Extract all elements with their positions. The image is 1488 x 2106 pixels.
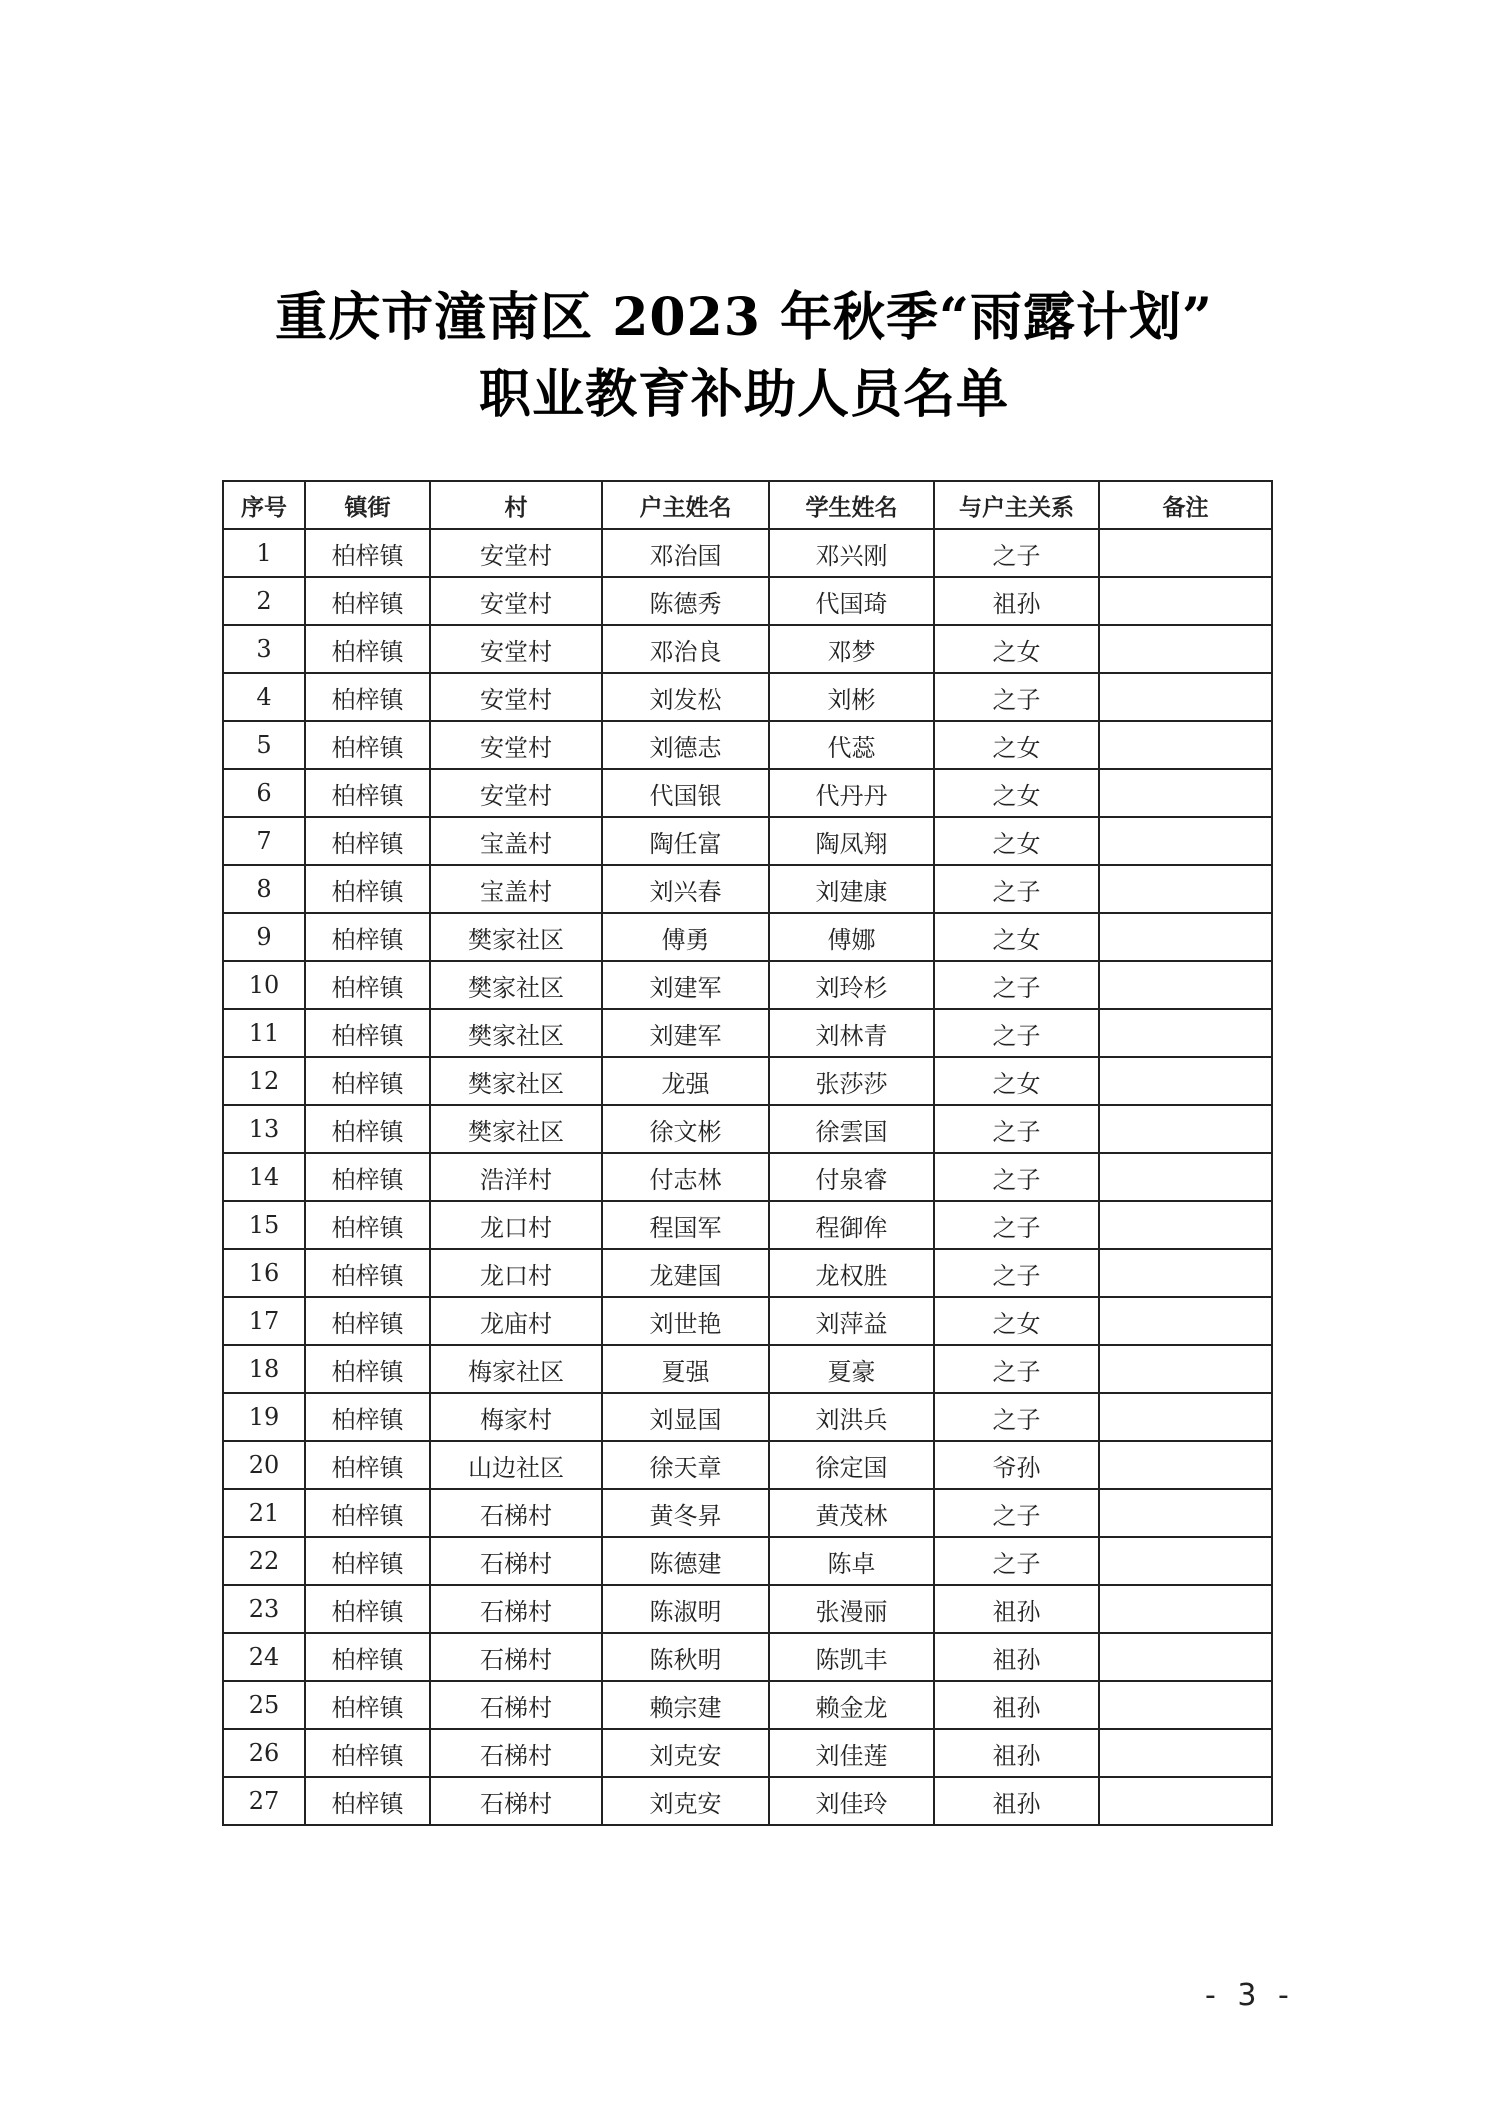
remark-cell bbox=[1099, 817, 1272, 865]
page-number: - 3 - bbox=[1205, 1978, 1295, 2013]
student-name-cell: 邓梦 bbox=[769, 625, 934, 673]
remark-cell bbox=[1099, 1585, 1272, 1633]
column-header: 与户主关系 bbox=[934, 481, 1099, 529]
remark-cell bbox=[1099, 1489, 1272, 1537]
village-cell: 安堂村 bbox=[430, 577, 602, 625]
table-row bbox=[223, 721, 1272, 769]
village-cell: 樊家社区 bbox=[430, 1009, 602, 1057]
village-cell: 石梯村 bbox=[430, 1681, 602, 1729]
remark-cell bbox=[1099, 1777, 1272, 1825]
relation-cell: 之子 bbox=[934, 1249, 1099, 1297]
town-cell: 柏梓镇 bbox=[305, 1489, 430, 1537]
village-cell: 石梯村 bbox=[430, 1633, 602, 1681]
document-title-line1: 重庆市潼南区 2023 年秋季“雨露计划” bbox=[275, 287, 1213, 348]
row-number: 27 bbox=[223, 1777, 305, 1825]
relation-cell: 之女 bbox=[934, 721, 1099, 769]
town-cell: 柏梓镇 bbox=[305, 577, 430, 625]
row-number: 19 bbox=[223, 1393, 305, 1441]
student-name-cell: 陈卓 bbox=[769, 1537, 934, 1585]
village-cell: 龙口村 bbox=[430, 1201, 602, 1249]
village-cell: 石梯村 bbox=[430, 1537, 602, 1585]
relation-cell: 之女 bbox=[934, 625, 1099, 673]
table-row bbox=[223, 1009, 1272, 1057]
town-cell: 柏梓镇 bbox=[305, 1105, 430, 1153]
table-row bbox=[223, 1441, 1272, 1489]
relation-cell: 之子 bbox=[934, 529, 1099, 577]
remark-cell bbox=[1099, 1345, 1272, 1393]
relation-cell: 祖孙 bbox=[934, 1777, 1099, 1825]
relation-cell: 之子 bbox=[934, 1489, 1099, 1537]
village-cell: 宝盖村 bbox=[430, 865, 602, 913]
student-name-cell: 徐定国 bbox=[769, 1441, 934, 1489]
row-number: 7 bbox=[223, 817, 305, 865]
column-header: 序号 bbox=[223, 481, 305, 529]
student-name-cell: 夏豪 bbox=[769, 1345, 934, 1393]
student-name-cell: 代蕊 bbox=[769, 721, 934, 769]
student-name-cell: 代丹丹 bbox=[769, 769, 934, 817]
row-number: 16 bbox=[223, 1249, 305, 1297]
relation-cell: 之子 bbox=[934, 1009, 1099, 1057]
relation-cell: 之子 bbox=[934, 1537, 1099, 1585]
town-cell: 柏梓镇 bbox=[305, 961, 430, 1009]
remark-cell bbox=[1099, 673, 1272, 721]
village-cell: 樊家社区 bbox=[430, 1057, 602, 1105]
table-row bbox=[223, 1729, 1272, 1777]
student-name-cell: 赖金龙 bbox=[769, 1681, 934, 1729]
student-name-cell: 张漫丽 bbox=[769, 1585, 934, 1633]
table-row bbox=[223, 1057, 1272, 1105]
remark-cell bbox=[1099, 1105, 1272, 1153]
row-number: 9 bbox=[223, 913, 305, 961]
village-cell: 梅家社区 bbox=[430, 1345, 602, 1393]
relation-cell: 祖孙 bbox=[934, 1681, 1099, 1729]
remark-cell bbox=[1099, 1297, 1272, 1345]
village-cell: 安堂村 bbox=[430, 721, 602, 769]
remark-cell bbox=[1099, 577, 1272, 625]
householder-name-cell: 黄冬昇 bbox=[602, 1489, 769, 1537]
row-number: 20 bbox=[223, 1441, 305, 1489]
row-number: 25 bbox=[223, 1681, 305, 1729]
village-cell: 石梯村 bbox=[430, 1777, 602, 1825]
householder-name-cell: 刘世艳 bbox=[602, 1297, 769, 1345]
town-cell: 柏梓镇 bbox=[305, 1777, 430, 1825]
row-number: 6 bbox=[223, 769, 305, 817]
row-number: 18 bbox=[223, 1345, 305, 1393]
householder-name-cell: 陈德秀 bbox=[602, 577, 769, 625]
remark-cell bbox=[1099, 1393, 1272, 1441]
town-cell: 柏梓镇 bbox=[305, 1201, 430, 1249]
town-cell: 柏梓镇 bbox=[305, 1393, 430, 1441]
row-number: 23 bbox=[223, 1585, 305, 1633]
table-row bbox=[223, 1585, 1272, 1633]
row-number: 22 bbox=[223, 1537, 305, 1585]
column-header: 户主姓名 bbox=[602, 481, 769, 529]
village-cell: 石梯村 bbox=[430, 1489, 602, 1537]
table-row bbox=[223, 1681, 1272, 1729]
remark-cell bbox=[1099, 961, 1272, 1009]
householder-name-cell: 陈德建 bbox=[602, 1537, 769, 1585]
householder-name-cell: 龙强 bbox=[602, 1057, 769, 1105]
householder-name-cell: 刘建军 bbox=[602, 961, 769, 1009]
row-number: 21 bbox=[223, 1489, 305, 1537]
column-header: 镇街 bbox=[305, 481, 430, 529]
table-header-row bbox=[223, 481, 1272, 529]
row-number: 1 bbox=[223, 529, 305, 577]
householder-name-cell: 刘兴春 bbox=[602, 865, 769, 913]
householder-name-cell: 刘克安 bbox=[602, 1777, 769, 1825]
remark-cell bbox=[1099, 1681, 1272, 1729]
town-cell: 柏梓镇 bbox=[305, 817, 430, 865]
student-name-cell: 程御侔 bbox=[769, 1201, 934, 1249]
row-number: 5 bbox=[223, 721, 305, 769]
village-cell: 樊家社区 bbox=[430, 1105, 602, 1153]
householder-name-cell: 陈淑明 bbox=[602, 1585, 769, 1633]
town-cell: 柏梓镇 bbox=[305, 721, 430, 769]
relation-cell: 之女 bbox=[934, 817, 1099, 865]
town-cell: 柏梓镇 bbox=[305, 1681, 430, 1729]
table-body bbox=[223, 529, 1272, 1825]
town-cell: 柏梓镇 bbox=[305, 1537, 430, 1585]
village-cell: 石梯村 bbox=[430, 1585, 602, 1633]
householder-name-cell: 邓治良 bbox=[602, 625, 769, 673]
relation-cell: 祖孙 bbox=[934, 1729, 1099, 1777]
student-name-cell: 代国琦 bbox=[769, 577, 934, 625]
relation-cell: 祖孙 bbox=[934, 1633, 1099, 1681]
relation-cell: 祖孙 bbox=[934, 1585, 1099, 1633]
town-cell: 柏梓镇 bbox=[305, 913, 430, 961]
remark-cell bbox=[1099, 1633, 1272, 1681]
householder-name-cell: 傅勇 bbox=[602, 913, 769, 961]
remark-cell bbox=[1099, 769, 1272, 817]
relation-cell: 之女 bbox=[934, 1057, 1099, 1105]
town-cell: 柏梓镇 bbox=[305, 673, 430, 721]
column-header: 备注 bbox=[1099, 481, 1272, 529]
town-cell: 柏梓镇 bbox=[305, 1585, 430, 1633]
householder-name-cell: 程国军 bbox=[602, 1201, 769, 1249]
relation-cell: 之女 bbox=[934, 913, 1099, 961]
column-header: 村 bbox=[430, 481, 602, 529]
row-number: 15 bbox=[223, 1201, 305, 1249]
remark-cell bbox=[1099, 1537, 1272, 1585]
recipient-table bbox=[222, 480, 1273, 1826]
row-number: 12 bbox=[223, 1057, 305, 1105]
relation-cell: 祖孙 bbox=[934, 577, 1099, 625]
row-number: 13 bbox=[223, 1105, 305, 1153]
village-cell: 浩洋村 bbox=[430, 1153, 602, 1201]
householder-name-cell: 徐天章 bbox=[602, 1441, 769, 1489]
remark-cell bbox=[1099, 865, 1272, 913]
student-name-cell: 付泉睿 bbox=[769, 1153, 934, 1201]
table-row bbox=[223, 1153, 1272, 1201]
householder-name-cell: 刘发松 bbox=[602, 673, 769, 721]
table-row bbox=[223, 1489, 1272, 1537]
householder-name-cell: 赖宗建 bbox=[602, 1681, 769, 1729]
table-row bbox=[223, 1105, 1272, 1153]
table-row bbox=[223, 1537, 1272, 1585]
relation-cell: 之子 bbox=[934, 1201, 1099, 1249]
student-name-cell: 徐雲国 bbox=[769, 1105, 934, 1153]
town-cell: 柏梓镇 bbox=[305, 1345, 430, 1393]
town-cell: 柏梓镇 bbox=[305, 769, 430, 817]
table-row bbox=[223, 529, 1272, 577]
student-name-cell: 黄茂林 bbox=[769, 1489, 934, 1537]
relation-cell: 之子 bbox=[934, 961, 1099, 1009]
table-row bbox=[223, 913, 1272, 961]
relation-cell: 之子 bbox=[934, 673, 1099, 721]
village-cell: 安堂村 bbox=[430, 673, 602, 721]
student-name-cell: 刘洪兵 bbox=[769, 1393, 934, 1441]
row-number: 3 bbox=[223, 625, 305, 673]
student-name-cell: 刘佳莲 bbox=[769, 1729, 934, 1777]
remark-cell bbox=[1099, 1057, 1272, 1105]
householder-name-cell: 徐文彬 bbox=[602, 1105, 769, 1153]
student-name-cell: 傅娜 bbox=[769, 913, 934, 961]
relation-cell: 之子 bbox=[934, 1105, 1099, 1153]
table-row bbox=[223, 1393, 1272, 1441]
table-row bbox=[223, 1345, 1272, 1393]
row-number: 14 bbox=[223, 1153, 305, 1201]
village-cell: 安堂村 bbox=[430, 625, 602, 673]
table-row bbox=[223, 817, 1272, 865]
relation-cell: 之女 bbox=[934, 1297, 1099, 1345]
village-cell: 宝盖村 bbox=[430, 817, 602, 865]
student-name-cell: 张莎莎 bbox=[769, 1057, 934, 1105]
relation-cell: 之子 bbox=[934, 1393, 1099, 1441]
table-row bbox=[223, 673, 1272, 721]
remark-cell bbox=[1099, 913, 1272, 961]
table-row bbox=[223, 769, 1272, 817]
village-cell: 樊家社区 bbox=[430, 913, 602, 961]
student-name-cell: 刘林青 bbox=[769, 1009, 934, 1057]
village-cell: 石梯村 bbox=[430, 1729, 602, 1777]
row-number: 8 bbox=[223, 865, 305, 913]
row-number: 2 bbox=[223, 577, 305, 625]
town-cell: 柏梓镇 bbox=[305, 1633, 430, 1681]
town-cell: 柏梓镇 bbox=[305, 865, 430, 913]
town-cell: 柏梓镇 bbox=[305, 1297, 430, 1345]
remark-cell bbox=[1099, 1729, 1272, 1777]
remark-cell bbox=[1099, 625, 1272, 673]
table-row bbox=[223, 625, 1272, 673]
table-row bbox=[223, 1777, 1272, 1825]
remark-cell bbox=[1099, 1153, 1272, 1201]
row-number: 24 bbox=[223, 1633, 305, 1681]
student-name-cell: 刘佳玲 bbox=[769, 1777, 934, 1825]
student-name-cell: 邓兴刚 bbox=[769, 529, 934, 577]
remark-cell bbox=[1099, 1249, 1272, 1297]
table-row bbox=[223, 577, 1272, 625]
householder-name-cell: 付志林 bbox=[602, 1153, 769, 1201]
student-name-cell: 龙权胜 bbox=[769, 1249, 934, 1297]
remark-cell bbox=[1099, 1441, 1272, 1489]
table-row bbox=[223, 1297, 1272, 1345]
student-name-cell: 刘萍益 bbox=[769, 1297, 934, 1345]
table-row bbox=[223, 961, 1272, 1009]
householder-name-cell: 邓治国 bbox=[602, 529, 769, 577]
town-cell: 柏梓镇 bbox=[305, 529, 430, 577]
householder-name-cell: 龙建国 bbox=[602, 1249, 769, 1297]
row-number: 17 bbox=[223, 1297, 305, 1345]
village-cell: 龙庙村 bbox=[430, 1297, 602, 1345]
relation-cell: 之女 bbox=[934, 769, 1099, 817]
student-name-cell: 陶凤翔 bbox=[769, 817, 934, 865]
householder-name-cell: 陈秋明 bbox=[602, 1633, 769, 1681]
column-header: 学生姓名 bbox=[769, 481, 934, 529]
student-name-cell: 陈凯丰 bbox=[769, 1633, 934, 1681]
row-number: 26 bbox=[223, 1729, 305, 1777]
village-cell: 樊家社区 bbox=[430, 961, 602, 1009]
town-cell: 柏梓镇 bbox=[305, 1153, 430, 1201]
row-number: 4 bbox=[223, 673, 305, 721]
relation-cell: 之子 bbox=[934, 865, 1099, 913]
householder-name-cell: 刘德志 bbox=[602, 721, 769, 769]
student-name-cell: 刘彬 bbox=[769, 673, 934, 721]
row-number: 10 bbox=[223, 961, 305, 1009]
householder-name-cell: 夏强 bbox=[602, 1345, 769, 1393]
town-cell: 柏梓镇 bbox=[305, 1441, 430, 1489]
relation-cell: 之子 bbox=[934, 1345, 1099, 1393]
village-cell: 龙口村 bbox=[430, 1249, 602, 1297]
town-cell: 柏梓镇 bbox=[305, 1009, 430, 1057]
document-title-line2: 职业教育补助人员名单 bbox=[478, 364, 1009, 425]
town-cell: 柏梓镇 bbox=[305, 1729, 430, 1777]
town-cell: 柏梓镇 bbox=[305, 1057, 430, 1105]
student-name-cell: 刘建康 bbox=[769, 865, 934, 913]
town-cell: 柏梓镇 bbox=[305, 1249, 430, 1297]
householder-name-cell: 刘克安 bbox=[602, 1729, 769, 1777]
remark-cell bbox=[1099, 1201, 1272, 1249]
remark-cell bbox=[1099, 1009, 1272, 1057]
table-row bbox=[223, 1201, 1272, 1249]
householder-name-cell: 刘建军 bbox=[602, 1009, 769, 1057]
table-row bbox=[223, 1633, 1272, 1681]
householder-name-cell: 陶任富 bbox=[602, 817, 769, 865]
table-row bbox=[223, 865, 1272, 913]
village-cell: 安堂村 bbox=[430, 769, 602, 817]
relation-cell: 之子 bbox=[934, 1153, 1099, 1201]
village-cell: 山边社区 bbox=[430, 1441, 602, 1489]
village-cell: 梅家村 bbox=[430, 1393, 602, 1441]
relation-cell: 爷孙 bbox=[934, 1441, 1099, 1489]
student-name-cell: 刘玲杉 bbox=[769, 961, 934, 1009]
householder-name-cell: 刘显国 bbox=[602, 1393, 769, 1441]
town-cell: 柏梓镇 bbox=[305, 625, 430, 673]
row-number: 11 bbox=[223, 1009, 305, 1057]
village-cell: 安堂村 bbox=[430, 529, 602, 577]
remark-cell bbox=[1099, 721, 1272, 769]
remark-cell bbox=[1099, 529, 1272, 577]
householder-name-cell: 代国银 bbox=[602, 769, 769, 817]
table-row bbox=[223, 1249, 1272, 1297]
